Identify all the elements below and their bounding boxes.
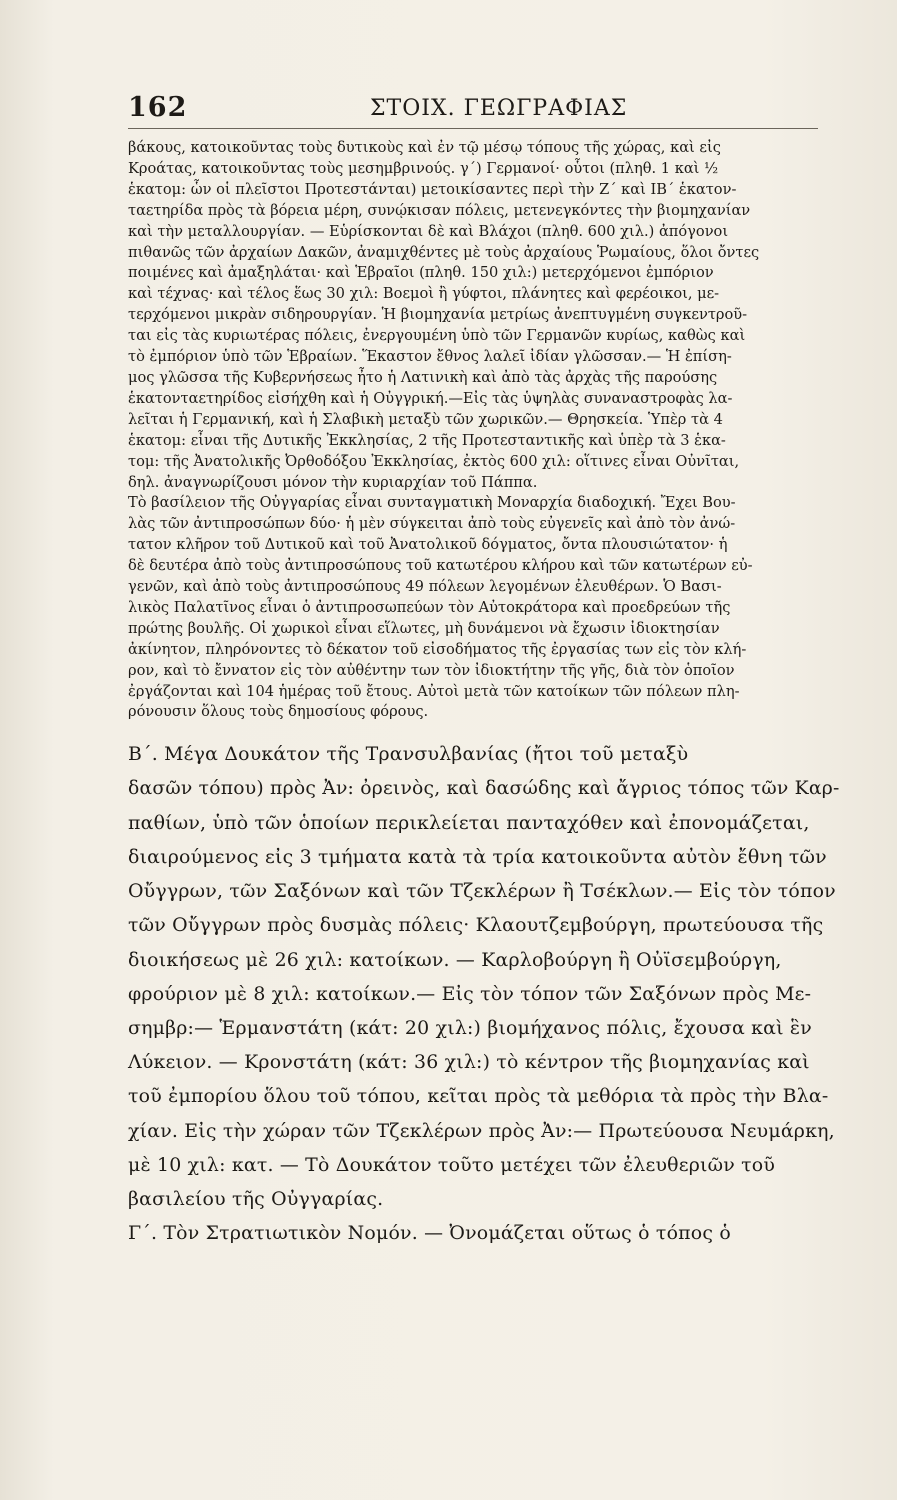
text-line: τομ: τῆς Ἀνατολικῆς Ὀρθοδόξου Ἐκκλησίας, ἐκτὸς 600 χιλ: οἵτινες εἶναι Οὐνῖται, xyxy=(128,452,740,470)
large-print-section xyxy=(128,737,843,1250)
text-line: Γ΄. Τὸν Στρατιωτικὸν Νομόν. — Ὀνομάζεται οὕτως ὁ τόπος ὁ xyxy=(128,1222,731,1245)
text-line: τερχόμενοι μικρὰν σιδηρουργίαν. Ἡ βιομηχανία μετρίως ἀνεπτυγμένη συγκεντροῦ- xyxy=(128,306,748,324)
text-line: διαιρούμενος εἰς 3 τμήματα κατὰ τὰ τρία κατοικοῦντα αὐτὸν ἔθνη τῶν xyxy=(128,845,827,868)
text-line: πρώτης βουλῆς. Οἱ χωρικοὶ εἶναι εἵλωτες, μὴ δυνάμενοι νὰ ἔχωσιν ἰδιοκτησίαν xyxy=(128,619,720,637)
text-line: ἑκατομ: εἶναι τῆς Δυτικῆς Ἐκκλησίας, 2 τῆς Προτεσταντικῆς καὶ ὑπὲρ τὰ 3 ἑκα- xyxy=(128,431,726,449)
text-line: σημβρ:— Ἑρμανστάτη (κάτ: 20 χιλ:) βιομήχανος πόλις, ἔχουσα καὶ ἓν xyxy=(128,1017,812,1039)
text-line: λὰς τῶν ἀντιπροσώπων δύο· ἡ μὲν σύγκειται ἀπὸ τοὺς εὐγενεῖς καὶ ἀπὸ τὸν ἀνώ- xyxy=(128,515,736,533)
text-line: ἀκίνητον, πληρόνοντες τὸ δέκατον τοῦ εἰσοδήματος τῆς ἐργασίας των εἰς τὸν κλή- xyxy=(128,640,747,658)
text-line: δασῶν τόπου) πρὸς Ἀν: ὀρεινὸς, καὶ δασώδης καὶ ἄγριος τόπος τῶν Καρ- xyxy=(128,777,840,799)
body-text xyxy=(128,138,843,1250)
text-line: ρον, καὶ τὸ ἔννατον εἰς τὸν αὐθέντην των τὸν ἰδιοκτήτην τῆς γῆς, διὰ τὸν ὁποῖον xyxy=(128,661,735,679)
text-line: τατον κλῆρον τοῦ Δυτικοῦ καὶ τοῦ Ἀνατολικοῦ δόγματος, ὄντα πλουσιώτατον· ἡ xyxy=(128,536,728,554)
text-line: Λύκειον. — Κρονστάτη (κάτ: 36 χιλ:) τὸ κέντρον τῆς βιομηχανίας καὶ xyxy=(128,1051,810,1074)
text-line: λικὸς Παλατῖνος εἶναι ὁ ἀντιπροσωπεύων τὸν Αὐτοκράτορα καὶ προεδρεύων τῆς xyxy=(128,598,731,616)
text-line: γενῶν, καὶ ἀπὸ τοὺς ἀντιπροσώπους 49 πόλεων λεγομένων ἐλευθέρων. Ὁ Βασι- xyxy=(128,578,722,596)
text-line: διοικήσεως μὲ 26 χιλ: κατοίκων. — Καρλοβούργη ἢ Οὐϊσεμβούργη, xyxy=(128,948,782,971)
text-line: δηλ. ἀναγνωρίζουσι μόνον τὴν κυριαρχίαν τοῦ Πάππα. xyxy=(128,473,538,491)
text-line: ἑκατονταετηρίδος εἰσήχθη καὶ ἡ Οὐγγρική.—Εἰς τὰς ὑψηλὰς συναναστροφὰς λα- xyxy=(128,389,733,407)
text-line: πιθανῶς τῶν ἀρχαίων Δακῶν, ἀναμιχθέντες μὲ τοὺς ἀρχαίους Ῥωμαίους, ὅλοι ὄντες xyxy=(128,243,760,261)
text-line: βασιλείου τῆς Οὐγγαρίας. xyxy=(128,1188,384,1211)
page-number: 162 xyxy=(128,92,188,123)
running-head xyxy=(128,92,818,132)
header-rule xyxy=(128,128,818,129)
running-title: ΣΤΟΙΧ. ΓΕΩΓΡΑΦΙΑΣ xyxy=(370,96,628,121)
text-line: καὶ τέχνας· καὶ τέλος ἕως 30 χιλ: Βοεμοὶ ἢ γύφτοι, πλάνητες καὶ φερέοικοι, με- xyxy=(128,285,720,303)
text-line: Β΄. Μέγα Δουκάτον τῆς Τρανσυλβανίας (ἤτοι τοῦ μεταξὺ xyxy=(128,743,689,766)
text-line: μὲ 10 χιλ: κατ. — Τὸ Δουκάτον τοῦτο μετέχει τῶν ἐλευθεριῶν τοῦ xyxy=(128,1153,776,1176)
text-line: ταετηρίδα πρὸς τὰ βόρεια μέρη, συνῴκισαν πόλεις, μετενεγκόντες τὴν βιομηχανίαν xyxy=(128,201,751,219)
text-line: μος γλῶσσα τῆς Κυβερνήσεως ἦτο ἡ Λατινικὴ καὶ ἀπὸ τὰς ἀρχὰς τῆς παρούσης xyxy=(128,368,718,386)
text-line: λεῖται ἡ Γερμανική, καὶ ἡ Σλαβικὴ μεταξὺ τῶν χωρικῶν.— Θρησκεία. Ὑπὲρ τὰ 4 xyxy=(128,410,723,428)
text-line: βάκους, κατοικοῦντας τοὺς δυτικοὺς καὶ ἐν τῷ μέσῳ τόπους τῆς χώρας, καὶ εἰς xyxy=(128,139,721,156)
text-line: χίαν. Εἰς τὴν χώραν τῶν Τζεκλέρων πρὸς Ἀν:— Πρωτεύουσα Νευμάρκη, xyxy=(128,1119,835,1142)
text-line: ἑκατομ: ὧν οἱ πλεῖστοι Προτεστάνται) μετοικίσαντες περὶ τὴν Ζ΄ καὶ ΙΒ΄ ἑκατον- xyxy=(128,180,737,198)
text-line: ρόνουσιν ὅλους τοὺς δημοσίους φόρους. xyxy=(128,703,429,721)
small-print-section xyxy=(128,138,843,723)
text-line: Κροάτας, κατοικοῦντας τοὺς μεσημβρινούς. γ΄) Γερμανοί· οὗτοι (πληθ. 1 καὶ ½ xyxy=(128,159,719,177)
text-line: τὸ ἐμπόριον ὑπὸ τῶν Ἑβραίων. Ἕκαστον ἔθνος λαλεῖ ἰδίαν γλῶσσαν.— Ἡ ἐπίση- xyxy=(128,348,732,366)
text-line: παθίων, ὑπὸ τῶν ὁποίων περικλείεται πανταχόθεν καὶ ἐπονομάζεται, xyxy=(128,811,810,834)
text-line: ται εἰς τὰς κυριωτέρας πόλεις, ἐνεργουμένη ὑπὸ τῶν Γερμανῶν κυρίως, καθὼς καὶ xyxy=(128,327,746,345)
text-line: τῶν Οὔγγρων πρὸς δυσμὰς πόλεις· Κλαουτζεμβούργη, πρωτεύουσα τῆς xyxy=(128,914,824,937)
text-line: ποιμένες καὶ ἀμαξηλάται· καὶ Ἑβραῖοι (πληθ. 150 χιλ:) μετερχόμενοι ἐμπόριον xyxy=(128,264,714,282)
text-line: Τὸ βασίλειον τῆς Οὐγγαρίας εἶναι συνταγματικὴ Μοναρχία διαδοχική. Ἔχει Βου- xyxy=(128,494,736,512)
text-line: φρούριον μὲ 8 χιλ: κατοίκων.— Εἰς τὸν τόπον τῶν Σαξόνων πρὸς Με- xyxy=(128,982,812,1005)
text-line: ἐργάζονται καὶ 104 ἡμέρας τοῦ ἔτους. Αὐτοὶ μετὰ τῶν κατοίκων τῶν πόλεων πλη- xyxy=(128,682,740,700)
text-line: δὲ δευτέρα ἀπὸ τοὺς ἀντιπροσώπους τοῦ κατωτέρου κλήρου καὶ τῶν κατωτέρων εὐ- xyxy=(128,557,753,575)
text-line: τοῦ ἐμπορίου ὅλου τοῦ τόπου, κεῖται πρὸς τὰ μεθόρια τὰ πρὸς τὴν Βλα- xyxy=(128,1085,829,1108)
text-line: Οὔγγρων, τῶν Σαξόνων καὶ τῶν Τζεκλέρων ἢ Τσέκλων.— Εἰς τὸν τόπον xyxy=(128,880,836,903)
text-line: καὶ τὴν μεταλλουργίαν. — Εὑρίσκονται δὲ καὶ Βλάχοι (πληθ. 600 χιλ.) ἀπόγονοι xyxy=(128,222,729,240)
